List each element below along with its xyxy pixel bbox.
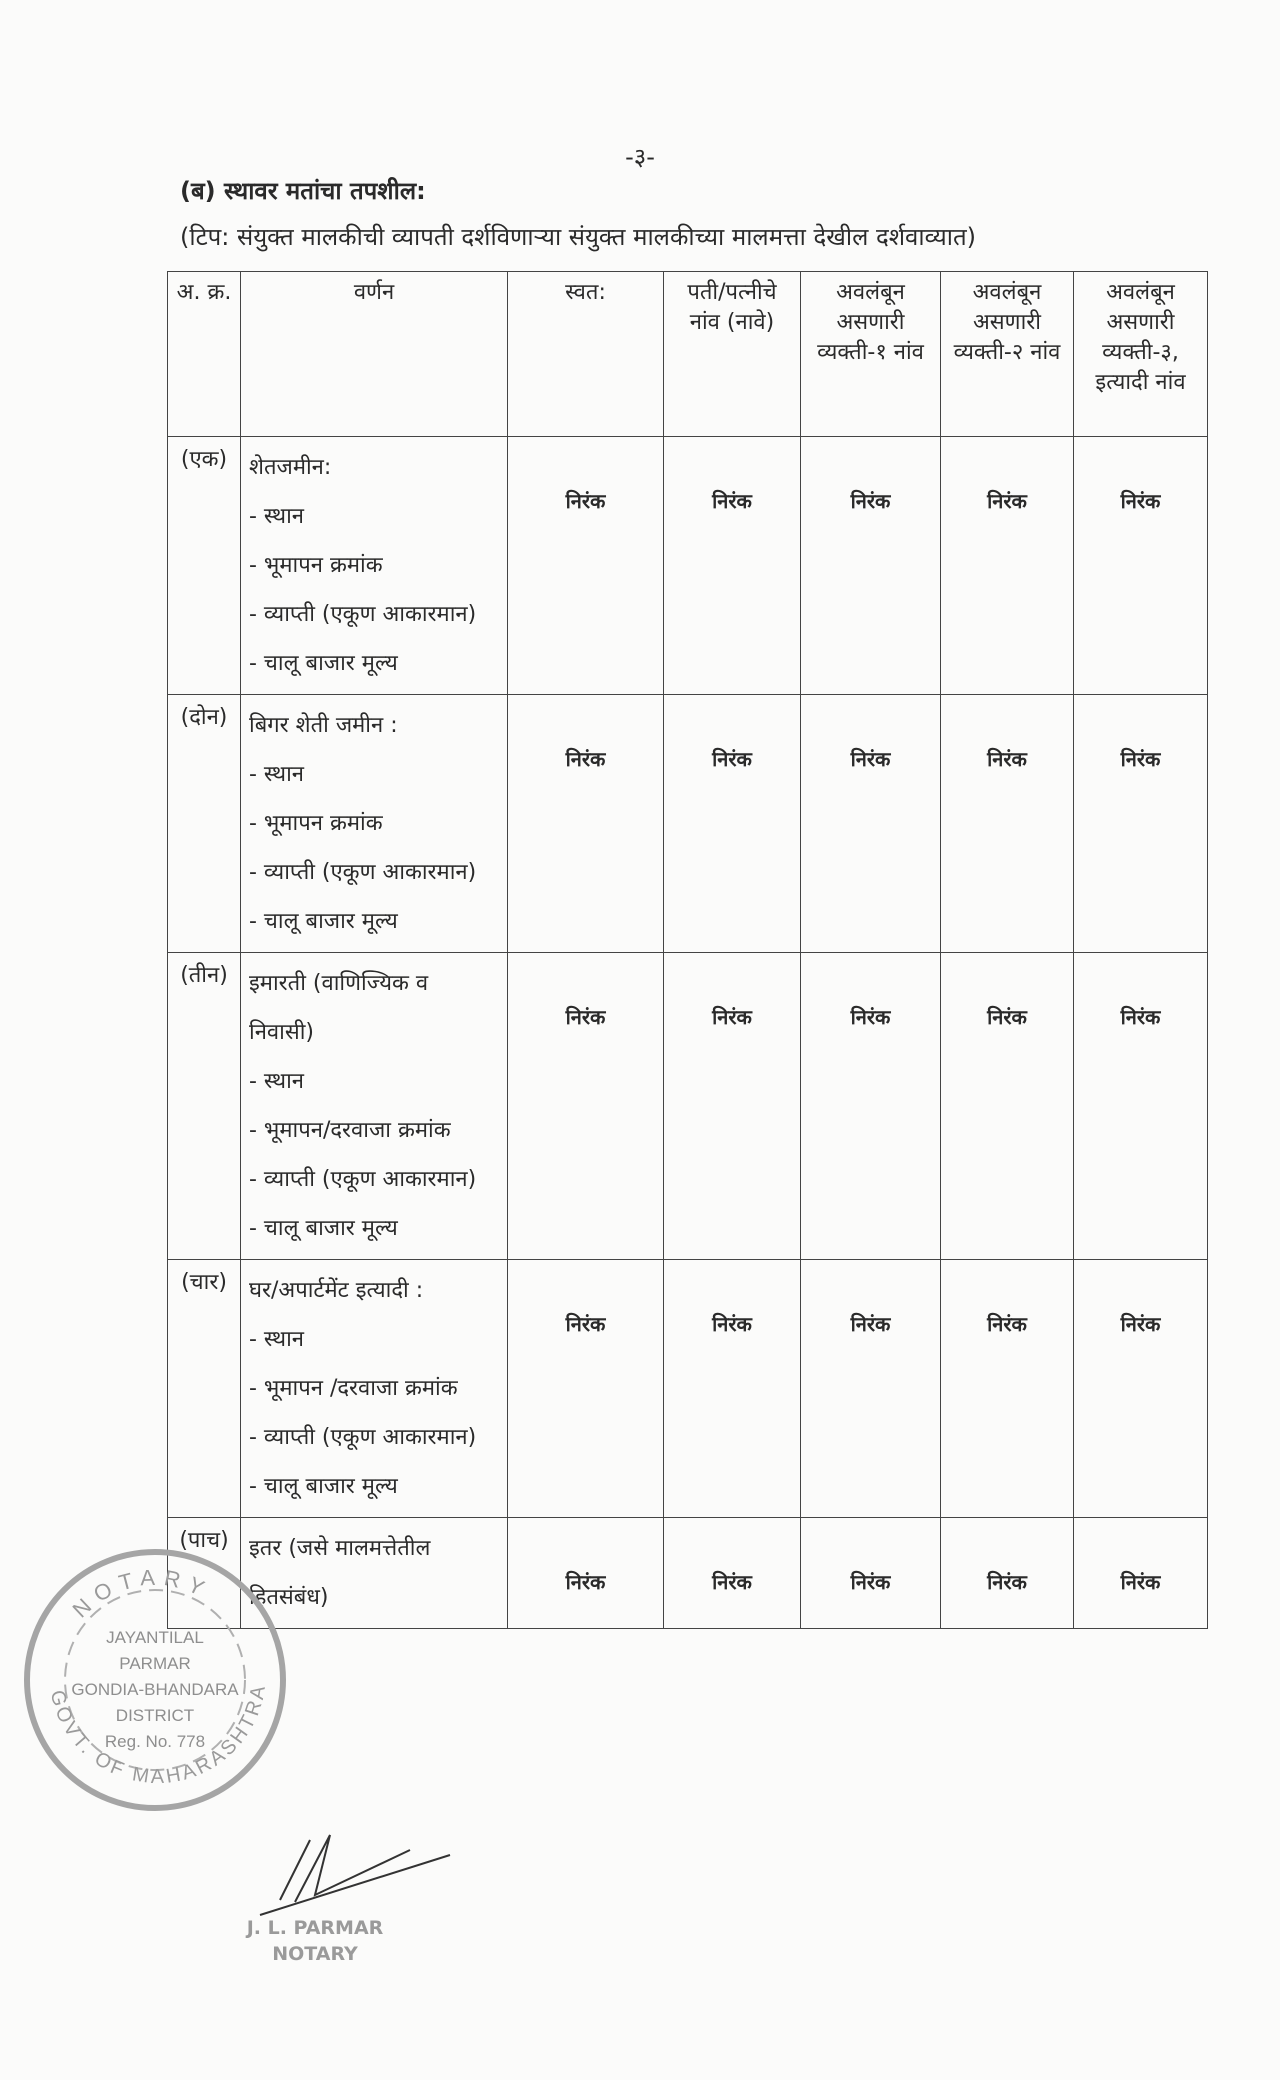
column-header: वर्णन	[241, 272, 508, 437]
description-line: - भूमापन क्रमांक	[249, 553, 383, 578]
serial-number: (तीन)	[168, 953, 241, 1260]
value-cell: निरंक	[1074, 695, 1208, 953]
column-header: अवलंबून असणारी व्यक्ती-१ नांव	[801, 272, 941, 437]
serial-number: (एक)	[168, 437, 241, 695]
stamp-line: PARMAR	[119, 1654, 191, 1673]
description-line: बिगर शेती जमीन :	[249, 713, 398, 738]
section-heading: (ब) स्थावर मतांचा तपशील:	[180, 177, 426, 205]
description-line: - स्थान	[249, 504, 305, 529]
value-cell: निरंक	[801, 437, 941, 695]
stamp-line: Reg. No. 778	[104, 1732, 206, 1751]
notary-stamp	[20, 1545, 290, 1815]
value-cell: निरंक	[508, 1260, 664, 1518]
value-cell: निरंक	[508, 953, 664, 1260]
table-row	[168, 437, 1208, 695]
value-cell: निरंक	[508, 695, 664, 953]
value-cell: निरंक	[801, 1260, 941, 1518]
stamp-top-text: NOTARY	[67, 1564, 216, 1623]
value-cell: निरंक	[801, 695, 941, 953]
description-line: निवासी)	[249, 1020, 314, 1045]
description-cell	[241, 1260, 508, 1518]
description-line: - चालू बाजार मूल्य	[249, 909, 398, 934]
description-line: हितसंबंध)	[249, 1585, 329, 1610]
description-line: - व्याप्ती (एकूण आकारमान)	[249, 602, 477, 627]
section-note: (टिप: संयुक्त मालकीची व्यापती दर्शविणाऱ्या संयुक्त मालकीच्या मालमत्ता देखील दर्शवाव्यात)	[180, 223, 976, 251]
immovable-assets-table	[167, 271, 1208, 1629]
table-row	[168, 953, 1208, 1260]
signature	[220, 1820, 460, 1920]
description-line: शेतजमीन:	[249, 455, 332, 480]
description-cell	[241, 953, 508, 1260]
value-cell: निरंक	[664, 1260, 801, 1518]
stamp-bottom-text: GOVT. OF MAHARASHTRA	[45, 1681, 271, 1789]
value-cell: निरंक	[1074, 437, 1208, 695]
table-row	[168, 695, 1208, 953]
table-header-row	[168, 272, 1208, 437]
value-cell: निरंक	[941, 953, 1074, 1260]
description-line: - व्याप्ती (एकूण आकारमान)	[249, 1167, 477, 1192]
value-cell: निरंक	[801, 953, 941, 1260]
description-cell	[241, 695, 508, 953]
value-cell: निरंक	[941, 1260, 1074, 1518]
value-cell: निरंक	[1074, 1260, 1208, 1518]
stamp-line: DISTRICT	[115, 1706, 195, 1725]
value-cell: निरंक	[1074, 1518, 1208, 1629]
description-line: - भूमापन /दरवाजा क्रमांक	[249, 1376, 458, 1401]
column-header: अवलंबून असणारी व्यक्ती-२ नांव	[941, 272, 1074, 437]
value-cell: निरंक	[664, 1518, 801, 1629]
value-cell: निरंक	[801, 1518, 941, 1629]
stamp-line: GONDIA-BHANDARA	[71, 1680, 239, 1699]
column-header: अ. क्र.	[168, 272, 241, 437]
description-line: इमारती (वाणिज्यिक व	[249, 971, 429, 996]
description-line: - स्थान	[249, 1327, 305, 1352]
description-line: इतर (जसे मालमत्तेतील	[249, 1536, 431, 1561]
stamp-line: JAYANTILAL	[106, 1628, 204, 1647]
signature-name-stamp	[230, 1915, 400, 1967]
value-cell: निरंक	[1074, 953, 1208, 1260]
table-row	[168, 1518, 1208, 1629]
description-line: घर/अपार्टमेंट इत्यादी :	[249, 1278, 424, 1303]
description-line: - स्थान	[249, 762, 305, 787]
value-cell: निरंक	[941, 695, 1074, 953]
signatory-title: NOTARY	[272, 1943, 358, 1965]
value-cell: निरंक	[664, 437, 801, 695]
description-line: - व्याप्ती (एकूण आकारमान)	[249, 1425, 477, 1450]
description-cell	[241, 437, 508, 695]
description-line: - चालू बाजार मूल्य	[249, 1474, 398, 1499]
description-line: - व्याप्ती (एकूण आकारमान)	[249, 860, 477, 885]
description-line: - भूमापन/दरवाजा क्रमांक	[249, 1118, 451, 1143]
value-cell: निरंक	[508, 437, 664, 695]
description-line: - भूमापन क्रमांक	[249, 811, 383, 836]
serial-number: (चार)	[168, 1260, 241, 1518]
value-cell: निरंक	[941, 437, 1074, 695]
serial-number: (पाच)	[168, 1518, 241, 1629]
value-cell: निरंक	[664, 695, 801, 953]
value-cell: निरंक	[508, 1518, 664, 1629]
table-row	[168, 1260, 1208, 1518]
description-line: - स्थान	[249, 1069, 305, 1094]
description-line: - चालू बाजार मूल्य	[249, 651, 398, 676]
value-cell: निरंक	[941, 1518, 1074, 1629]
column-header: अवलंबून असणारी व्यक्ती-३, इत्यादी नांव	[1074, 272, 1208, 437]
description-line: - चालू बाजार मूल्य	[249, 1216, 398, 1241]
column-header: स्वत:	[508, 272, 664, 437]
serial-number: (दोन)	[168, 695, 241, 953]
value-cell: निरंक	[664, 953, 801, 1260]
page-number: -३-	[625, 143, 655, 171]
signatory-name: J. L. PARMAR	[246, 1917, 384, 1939]
column-header: पती/पत्नीचे नांव (नावे)	[664, 272, 801, 437]
